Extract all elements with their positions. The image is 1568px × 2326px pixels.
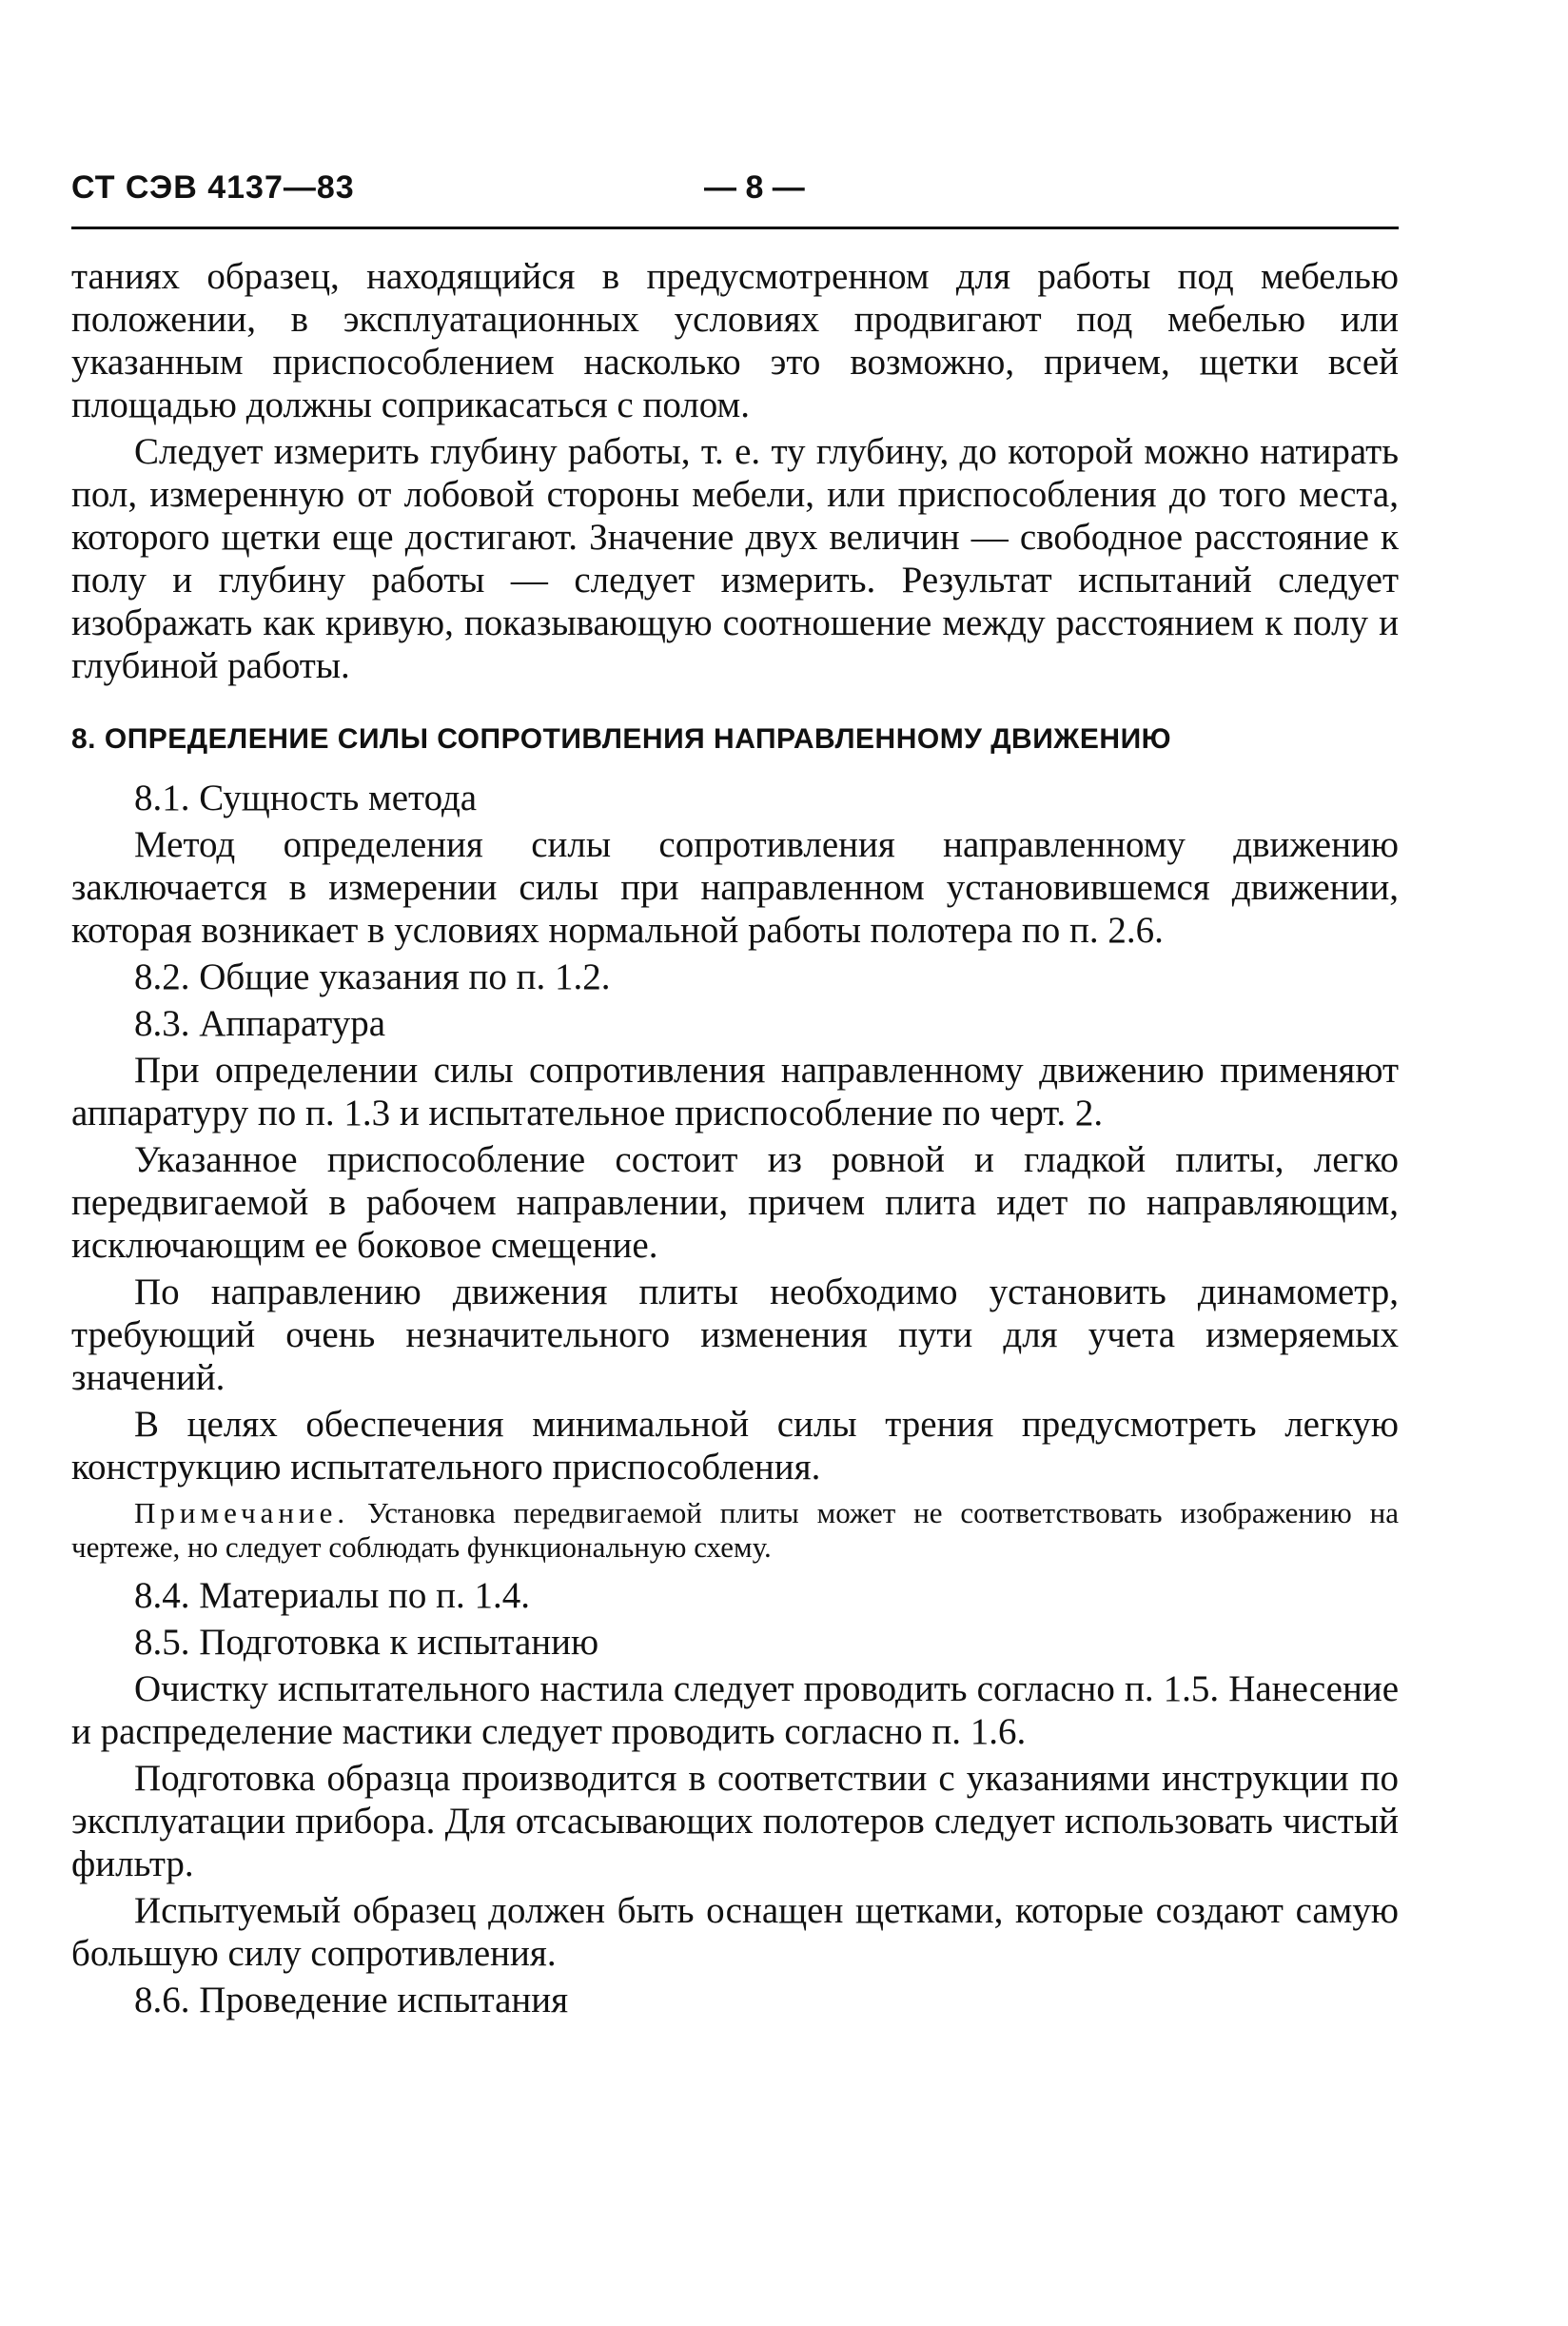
subsection-8-3-paragraph-4: В целях обеспечения минимальной силы трения предусмотреть легкую конструкцию испытательного приспособления. [71,1404,1399,1488]
subsection-8-5-paragraph-1: Очистку испытательного настила следует проводить согласно п. 1.5. Нанесение и распределение мастики следует проводить согласно п. 1.6. [71,1668,1399,1752]
standard-code: СТ СЭВ 4137—83 [71,169,355,206]
document-body [71,255,1399,2025]
note-label: Примечание. [134,1496,350,1529]
subsection-8-1-heading: 8.1. Сущность метода [134,778,478,818]
subsection-8-5-paragraph-3: Испытуемый образец должен быть оснащен щетками, которые создают самую большую силу сопротивления. [71,1890,1399,1974]
section-8-title: 8. ОПРЕДЕЛЕНИЕ СИЛЫ СОПРОТИВЛЕНИЯ НАПРАВЛЕННОМУ ДВИЖЕНИЮ [71,723,1172,755]
subsection-8-3-paragraph-1: При определении силы сопротивления направленному движению применяют аппаратуру по п. 1.3 и испытательное приспособление по черт. 2. [71,1050,1399,1133]
subsection-8-2-heading: 8.2. Общие указания по п. 1.2. [134,956,611,997]
paragraph-work-depth: Следует измерить глубину работы, т. е. ту глубину, до которой можно натирать пол, измеренную от лобовой стороны мебели, или приспособления до того места, которого щетки еще достигают. Значение двух величин — свободное расстояние к полу и глубину работы — следует измерить. Результат испытаний следует изображать как кривую, показывающую соотношение между расстоянием к полу и глубиной работы. [71,431,1399,686]
page-header [71,169,1399,217]
subsection-8-1-text: Метод определения силы сопротивления направленному движению заключается в измерении силы при направленном установившемся движении, которая возникает в условиях нормальной работы полотера по п. 2.6. [71,824,1399,951]
subsection-8-5-paragraph-2: Подготовка образца производится в соответствии с указаниями инструкции по эксплуатации прибора. Для отсасывающих полотеров следует использовать чистый фильтр. [71,1758,1399,1884]
note [71,1496,1399,1565]
page-number: — 8 — [704,169,805,206]
subsection-8-3-paragraph-3: По направлению движения плиты необходимо установить динамометр, требующий очень незначительного изменения пути для учета измеряемых значений. [71,1271,1399,1398]
note-text: Установка передвигаемой плиты может не соответствовать изображению на чертеже, но следует соблюдать функциональную схему. [71,1496,1399,1564]
paragraph-continuation: таниях образец, находящийся в предусмотренном для работы под мебелью положении, в эксплуатационных условиях продвигают под мебелью или указанным приспособлением насколько это возможно, причем, щетки всей площадью должны соприкасаться с полом. [71,256,1399,425]
subsection-8-5-heading: 8.5. Подготовка к испытанию [134,1622,599,1663]
header-rule [71,227,1399,229]
subsection-8-3-paragraph-2: Указанное приспособление состоит из ровной и гладкой плиты, легко передвигаемой в рабочем направлении, причем плита идет по направляющим, исключающим ее боковое смещение. [71,1139,1399,1266]
subsection-8-6-heading: 8.6. Проведение испытания [134,1980,569,2020]
subsection-8-4-heading: 8.4. Материалы по п. 1.4. [134,1575,531,1616]
subsection-8-3-heading: 8.3. Аппаратура [134,1003,386,1044]
